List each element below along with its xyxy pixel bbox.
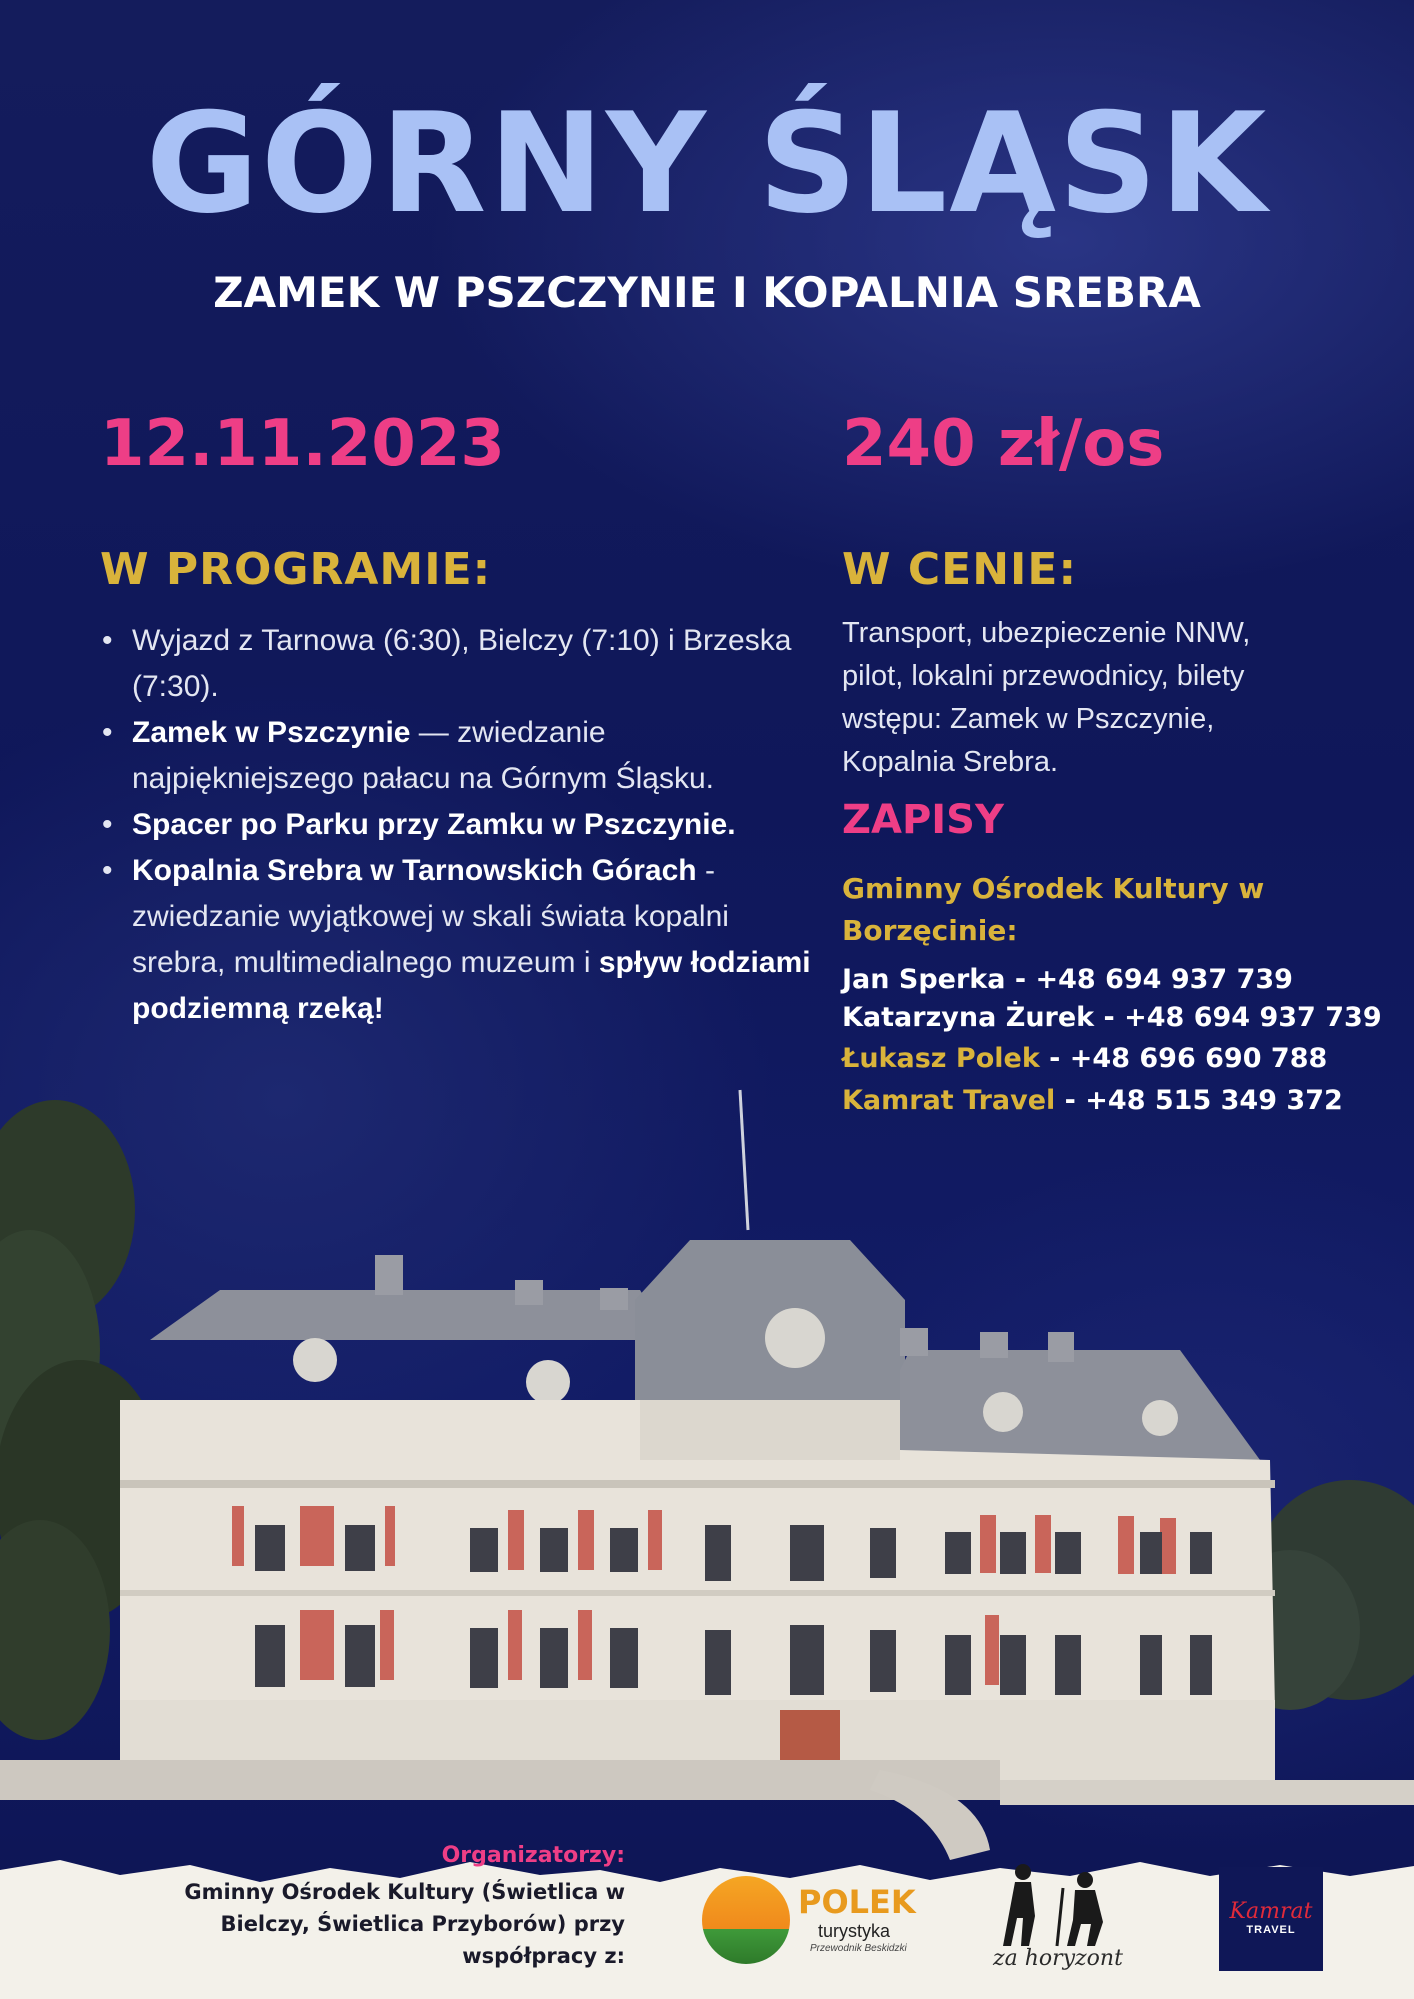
hiker-icon bbox=[702, 1876, 790, 1964]
za-horyzont-text: za horyzont bbox=[993, 1946, 1123, 1971]
price-heading: W CENIE: bbox=[842, 544, 1078, 595]
contact-name: Katarzyna Żurek bbox=[842, 1002, 1095, 1033]
polek-logo-tagline: Przewodnik Beskidzki bbox=[810, 1943, 907, 1954]
program-item-bold: Kopalnia Srebra w Tarnowskich Górach bbox=[132, 854, 697, 887]
kamrat-travel-logo bbox=[1219, 1867, 1323, 1971]
contact-name: Kamrat Travel bbox=[842, 1085, 1056, 1116]
roof-right bbox=[900, 1350, 1260, 1460]
kamrat-logo-name: Kamrat bbox=[1229, 1899, 1313, 1924]
contact-name: Jan Sperka bbox=[842, 964, 1006, 995]
poster-subtitle: ZAMEK W PSZCZYNIE I KOPALNIA SREBRA bbox=[213, 268, 1201, 317]
roof-center bbox=[635, 1240, 905, 1400]
organizers-text: Gminny Ośrodek Kultury (Świetlica w Bielczy, Świetlica Przyborów) przy współpracy z: bbox=[184, 1880, 625, 1968]
program-item-text: Wyjazd z Tarnowa (6:30), Bielczy (7:10) i Brzeska (7:30). bbox=[132, 624, 792, 703]
program-list bbox=[100, 618, 822, 1032]
roof-left bbox=[150, 1290, 670, 1340]
poster-title: GÓRNY ŚLĄSK bbox=[145, 83, 1269, 244]
signup-organization: Gminny Ośrodek Kultury w Borzęcinie: bbox=[842, 872, 1265, 947]
polek-logo-sub: turystyka bbox=[818, 1921, 891, 1941]
contact-row bbox=[842, 1045, 1327, 1072]
signup-heading: ZAPISY bbox=[842, 797, 1004, 843]
program-item-bold: spływ łodziami podziemną rzeką! bbox=[132, 946, 811, 1025]
program-item-text: - zwiedzanie wyjątkowej w skali świata kopalni srebra, multimedialnego muzeum i bbox=[132, 854, 729, 979]
contact-phone: - +48 694 937 739 bbox=[1094, 1002, 1382, 1033]
contact-name: Łukasz Polek bbox=[842, 1043, 1040, 1074]
program-item-bold: Zamek w Pszczynie bbox=[132, 716, 411, 749]
price-includes: Transport, ubezpieczenie NNW, pilot, lokalni przewodnicy, bilety wstępu: Zamek w Pszczynie, Kopalnia Srebra. bbox=[842, 617, 1251, 778]
trip-date: 12.11.2023 bbox=[100, 407, 505, 481]
polek-logo-name: POLEK bbox=[798, 1883, 916, 1921]
kamrat-logo-sub: TRAVEL bbox=[1246, 1924, 1296, 1936]
program-item bbox=[132, 802, 822, 848]
trip-price: 240 zł/os bbox=[842, 407, 1165, 481]
balustrade bbox=[0, 1760, 1000, 1800]
contact-phone: - +48 694 937 739 bbox=[1005, 964, 1293, 995]
program-heading: W PROGRAMIE: bbox=[100, 544, 492, 595]
program-item bbox=[132, 710, 822, 802]
program-item-text: — zwiedzanie najpiękniejszego pałacu na Górnym Śląsku. bbox=[132, 716, 714, 795]
contact-phone: - +48 696 690 788 bbox=[1039, 1043, 1328, 1074]
program-item bbox=[132, 618, 822, 710]
contact-phone: - +48 515 349 372 bbox=[1055, 1085, 1343, 1116]
contact-row bbox=[842, 1004, 1382, 1031]
za-horyzont-logo bbox=[985, 1858, 1135, 1978]
program-item bbox=[132, 848, 822, 1032]
hikers-icon bbox=[985, 1858, 1135, 1948]
polek-logo bbox=[700, 1872, 920, 1964]
program-item-bold: Spacer po Parku przy Zamku w Pszczynie. bbox=[132, 808, 736, 841]
organizers-label: Organizatorzy: bbox=[441, 1843, 625, 1868]
contact-row bbox=[842, 966, 1293, 993]
